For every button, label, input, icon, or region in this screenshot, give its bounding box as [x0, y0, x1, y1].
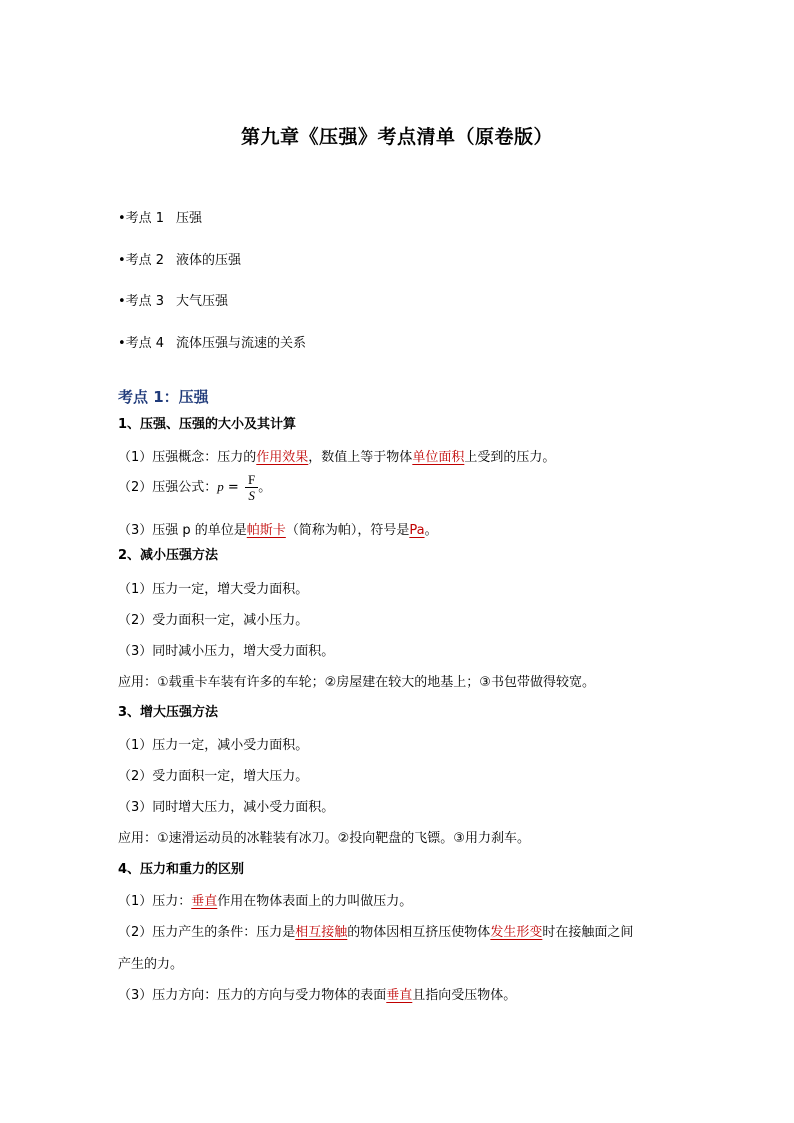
toc-num: •考点 2 — [118, 253, 165, 268]
pressure-concept-line — [118, 446, 555, 465]
text: 。 — [258, 480, 272, 495]
text: （1）压力： — [118, 894, 192, 909]
pressure-formula-line — [118, 472, 271, 503]
formula-fraction — [245, 472, 258, 503]
increase-item-2: （2）受力面积一定，增大压力。 — [118, 769, 309, 784]
toc-num: •考点 1 — [118, 211, 165, 226]
text: ，数值上等于物体 — [308, 450, 413, 465]
toc-item-1 — [118, 207, 202, 226]
toc-label: 液体的压强 — [176, 253, 242, 268]
text: （2）压强公式： — [118, 480, 218, 495]
text: 的物体因相互挤压使物体 — [347, 925, 491, 940]
force-condition-line — [118, 921, 633, 940]
heading-pressure-calc: 1、压强、压强的大小及其计算 — [118, 417, 297, 432]
toc-item-4 — [118, 332, 306, 351]
text: （2）压力产生的条件：压力是 — [118, 925, 296, 940]
heading-reduce-pressure: 2、减小压强方法 — [118, 548, 219, 563]
answer-blank: 相互接触 — [295, 925, 348, 940]
answer-blank: 垂直 — [386, 988, 413, 1003]
text: 。 — [424, 523, 438, 538]
page-title: 第九章《压强》考点清单（原卷版） — [240, 126, 553, 148]
force-condition-line-cont: 产生的力。 — [118, 957, 184, 972]
reduce-application: 应用：①载重卡车装有许多的车轮；②房屋建在较大的地基上；③书包带做得较宽。 — [118, 675, 595, 690]
pressure-unit-line — [118, 519, 438, 538]
force-direction-line — [118, 984, 516, 1003]
toc-num: •考点 3 — [118, 294, 165, 309]
heading-increase-pressure: 3、增大压强方法 — [118, 705, 219, 720]
force-def-line — [118, 890, 412, 909]
answer-blank: 单位面积 — [412, 450, 465, 465]
increase-item-1: （1）压力一定，减小受力面积。 — [118, 738, 309, 753]
text: （1）压强概念：压力的 — [118, 450, 257, 465]
toc-label: 大气压强 — [176, 294, 229, 309]
toc-item-3 — [118, 290, 228, 309]
text: 且指向受压物体。 — [412, 988, 517, 1003]
section-title: 考点 1：压强 — [118, 388, 209, 406]
formula-symbol: p — [217, 479, 224, 494]
reduce-item-3: （3）同时减小压力，增大受力面积。 — [118, 644, 335, 659]
answer-blank: 垂直 — [191, 894, 218, 909]
answer-blank: 发生形变 — [490, 925, 543, 940]
toc-item-2 — [118, 249, 241, 268]
toc-label: 压强 — [176, 211, 203, 226]
formula-equals: = — [223, 480, 243, 495]
text: （简称为帕），符号是 — [285, 523, 410, 538]
text: 时在接触面之间 — [542, 925, 634, 940]
text: （3）压力方向：压力的方向与受力物体的表面 — [118, 988, 387, 1003]
toc-num: •考点 4 — [118, 336, 165, 351]
fraction-numerator: F — [245, 472, 258, 488]
text: 作用在物体表面上的力叫做压力。 — [217, 894, 413, 909]
increase-application: 应用：①速滑运动员的冰鞋装有冰刀。②投向靶盘的飞镖。③用力刹车。 — [118, 831, 530, 846]
answer-blank: 作用效果 — [256, 450, 309, 465]
text: 上受到的压力。 — [464, 450, 556, 465]
text: （3）压强 p 的单位是 — [118, 523, 247, 538]
heading-force-difference: 4、压力和重力的区别 — [118, 862, 245, 877]
reduce-item-1: （1）压力一定，增大受力面积。 — [118, 582, 309, 597]
increase-item-3: （3）同时增大压力，减小受力面积。 — [118, 800, 335, 815]
answer-blank: Pa — [409, 523, 425, 538]
reduce-item-2: （2）受力面积一定，减小压力。 — [118, 613, 309, 628]
fraction-denominator: S — [248, 488, 255, 503]
answer-blank: 帕斯卡 — [246, 523, 286, 538]
toc-label: 流体压强与流速的关系 — [176, 336, 307, 351]
